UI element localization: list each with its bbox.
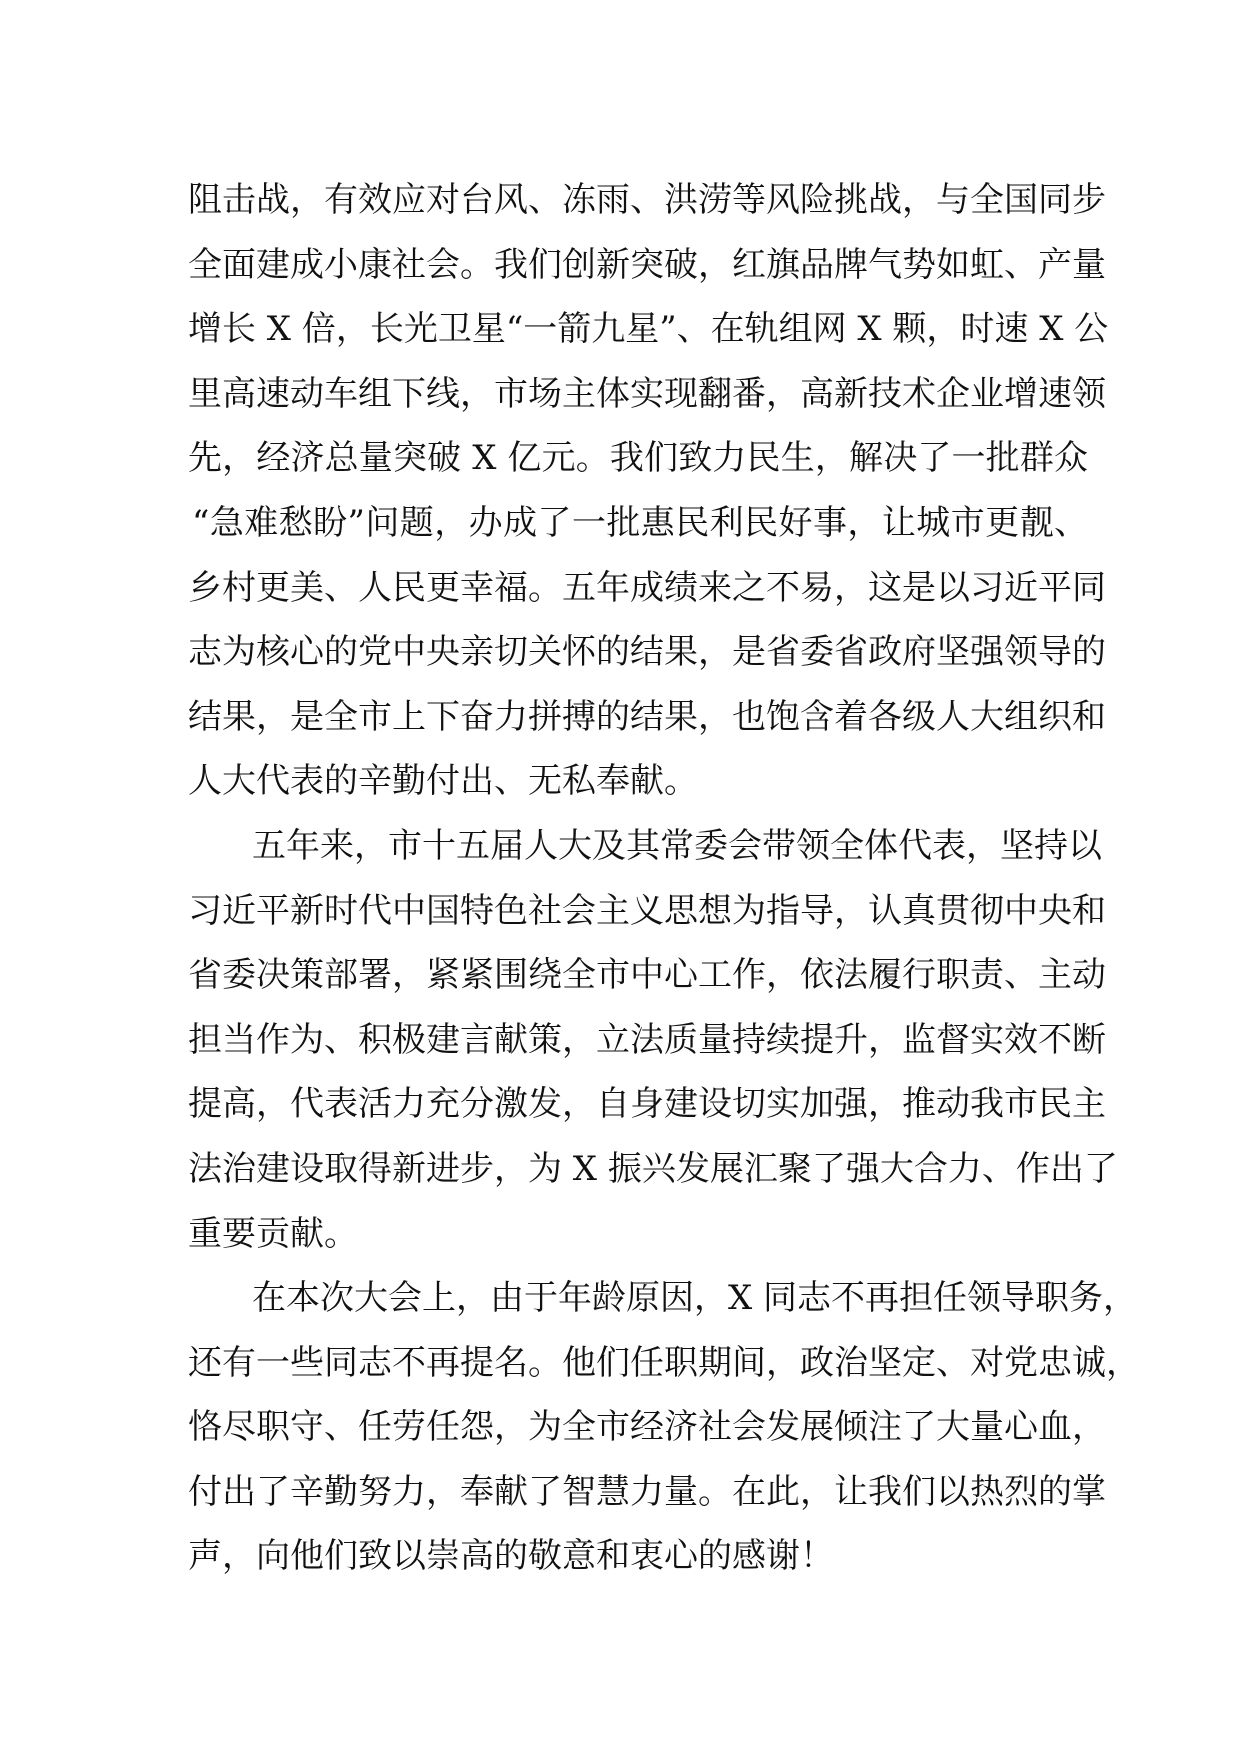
text-line: 乡村更美、人民更幸福。五年成绩来之不易，这是以习近平同: [188, 567, 1106, 608]
text-line: 在本次大会上，由于年龄原因，X 同志不再担任领导职务，: [252, 1278, 1138, 1319]
text-line: 先，经济总量突破 X 亿元。我们致力民生，解决了一批群众: [188, 438, 1088, 479]
text-line: 还有一些同志不再提名。他们任职期间，政治坚定、对党忠诚，: [188, 1342, 1140, 1383]
text-line: 担当作为、积极建言献策，立法质量持续提升，监督实效不断: [188, 1019, 1106, 1060]
text-line: 阻击战，有效应对台风、冻雨、洪涝等风险挑战，与全国同步: [188, 180, 1106, 220]
text-line: 结果，是全市上下奋力拼搏的结果，也饱含着各级人大组织和: [188, 696, 1106, 737]
paragraph-3: [188, 1266, 1140, 1589]
document-body: [188, 168, 1140, 1589]
text-line: 人大代表的辛勤付出、无私奉献。: [188, 761, 698, 802]
text-line: 习近平新时代中国特色社会主义思想为指导，认真贯彻中央和: [188, 890, 1106, 931]
paragraph-1: [188, 168, 1109, 814]
text-line: 省委决策部署，紧紧围绕全市中心工作，依法履行职责、主动: [188, 955, 1106, 996]
paragraph-2: [188, 814, 1118, 1266]
text-line: 提高，代表活力充分激发，自身建设切实加强，推动我市民主: [188, 1084, 1106, 1125]
text-line: 全面建成小康社会。我们创新突破，红旗品牌气势如虹、产量: [188, 244, 1106, 285]
text-line: 声，向他们致以崇高的敬意和衷心的感谢！: [188, 1536, 834, 1577]
text-line: 志为核心的党中央亲切关怀的结果，是省委省政府坚强领导的: [188, 632, 1106, 673]
text-line: 里高速动车组下线，市场主体实现翻番，高新技术企业增速领: [188, 373, 1106, 414]
text-line: 重要贡献。: [188, 1213, 358, 1254]
text-line: “急难愁盼”问题，办成了一批惠民利民好事，让城市更靓、: [192, 502, 1088, 543]
text-line: 恪尽职守、任劳任怨，为全市经济社会发展倾注了大量心血，: [188, 1407, 1106, 1448]
text-line: 五年来，市十五届人大及其常委会带领全体代表，坚持以: [252, 825, 1102, 866]
text-line: 法治建设取得新进步，为 X 振兴发展汇聚了强大合力、作出了: [188, 1148, 1118, 1189]
text-line: 增长 X 倍，长光卫星“一箭九星”、在轨组网 X 颗，时速 X 公: [188, 309, 1109, 350]
text-line: 付出了辛勤努力，奉献了智慧力量。在此，让我们以热烈的掌: [188, 1471, 1106, 1512]
